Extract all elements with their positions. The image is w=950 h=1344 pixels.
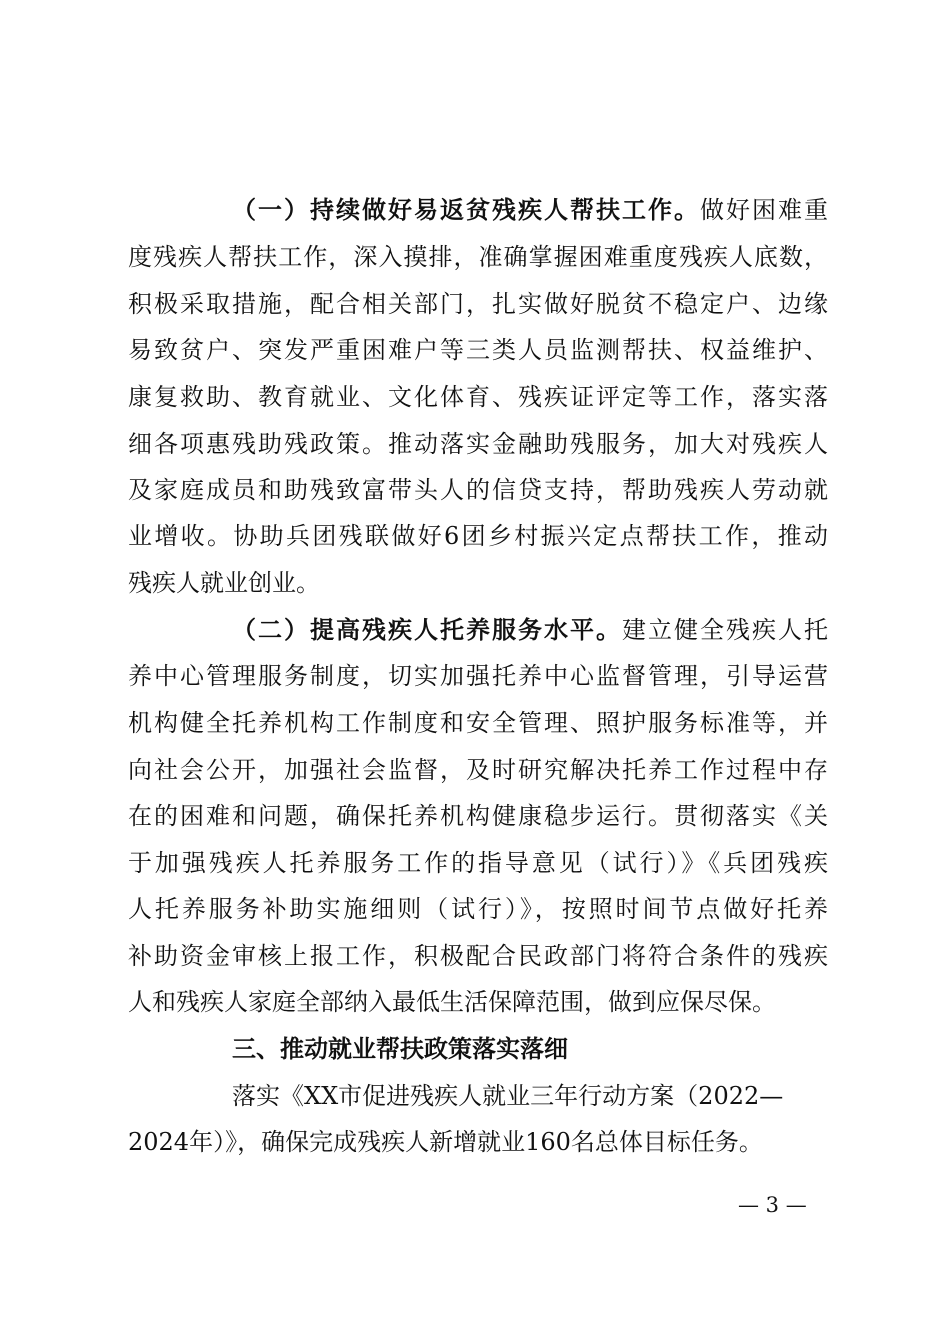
paragraph-2-line-3: 机构健全托养机构工作制度和安全管理、照护服务标准等，并	[128, 709, 828, 737]
paragraph-2-line-8: 补助资金审核上报工作，积极配合民政部门将符合条件的残疾	[128, 942, 828, 970]
paragraph-1-line-1-text: 做好困难重	[700, 196, 828, 224]
paragraph-2-lead: （二）提高残疾人托养服务水平。	[232, 615, 622, 644]
section-3-heading: 三、推动就业帮扶政策落实落细	[232, 1035, 568, 1063]
paragraph-1-line-2: 度残疾人帮扶工作，深入摸排，准确掌握困难重度残疾人底数，	[128, 243, 828, 271]
paragraph-1-line-3: 积极采取措施，配合相关部门，扎实做好脱贫不稳定户、边缘	[128, 290, 828, 318]
paragraph-1-line-6: 细各项惠残助残政策。推动落实金融助残服务，加大对残疾人	[128, 430, 828, 458]
paragraph-1-line-7: 及家庭成员和助残致富带头人的信贷支持，帮助残疾人劳动就	[128, 476, 828, 504]
paragraph-2-line-1	[232, 610, 828, 650]
paragraph-2-line-5: 在的困难和问题，确保托养机构健康稳步运行。贯彻落实《关	[128, 802, 828, 830]
paragraph-1-line-4: 易致贫户、突发严重困难户等三类人员监测帮扶、权益维护、	[128, 336, 828, 364]
paragraph-2-line-6: 于加强残疾人托养服务工作的指导意见（试行）》《兵团残疾	[128, 849, 828, 877]
paragraph-1-line-8: 业增收。协助兵团残联做好6团乡村振兴定点帮扶工作，推动	[128, 522, 828, 550]
paragraph-1-lead: （一）持续做好易返贫残疾人帮扶工作。	[232, 195, 700, 224]
paragraph-1-line-5: 康复救助、教育就业、文化体育、残疾证评定等工作，落实落	[128, 383, 828, 411]
paragraph-2-line-7: 人托养服务补助实施细则（试行）》，按照时间节点做好托养	[128, 895, 828, 923]
paragraph-1-line-1	[232, 190, 828, 230]
section-3-line-2: 2024年）》，确保完成残疾人新增就业160名总体目标任务。	[128, 1128, 763, 1156]
paragraph-1-line-9: 残疾人就业创业。	[128, 569, 320, 597]
paragraph-2-line-2: 养中心管理服务制度，切实加强托养中心监督管理，引导运营	[128, 662, 828, 690]
paragraph-2-line-4: 向社会公开，加强社会监督，及时研究解决托养工作过程中存	[128, 756, 828, 784]
section-3-line-1: 落实《XX市促进残疾人就业三年行动方案（2022—	[232, 1082, 784, 1110]
paragraph-2-line-1-text: 建立健全残疾人托	[622, 616, 828, 644]
paragraph-2-line-9: 人和残疾人家庭全部纳入最低生活保障范围，做到应保尽保。	[128, 988, 776, 1016]
page-number: — 3 —	[738, 1193, 807, 1217]
